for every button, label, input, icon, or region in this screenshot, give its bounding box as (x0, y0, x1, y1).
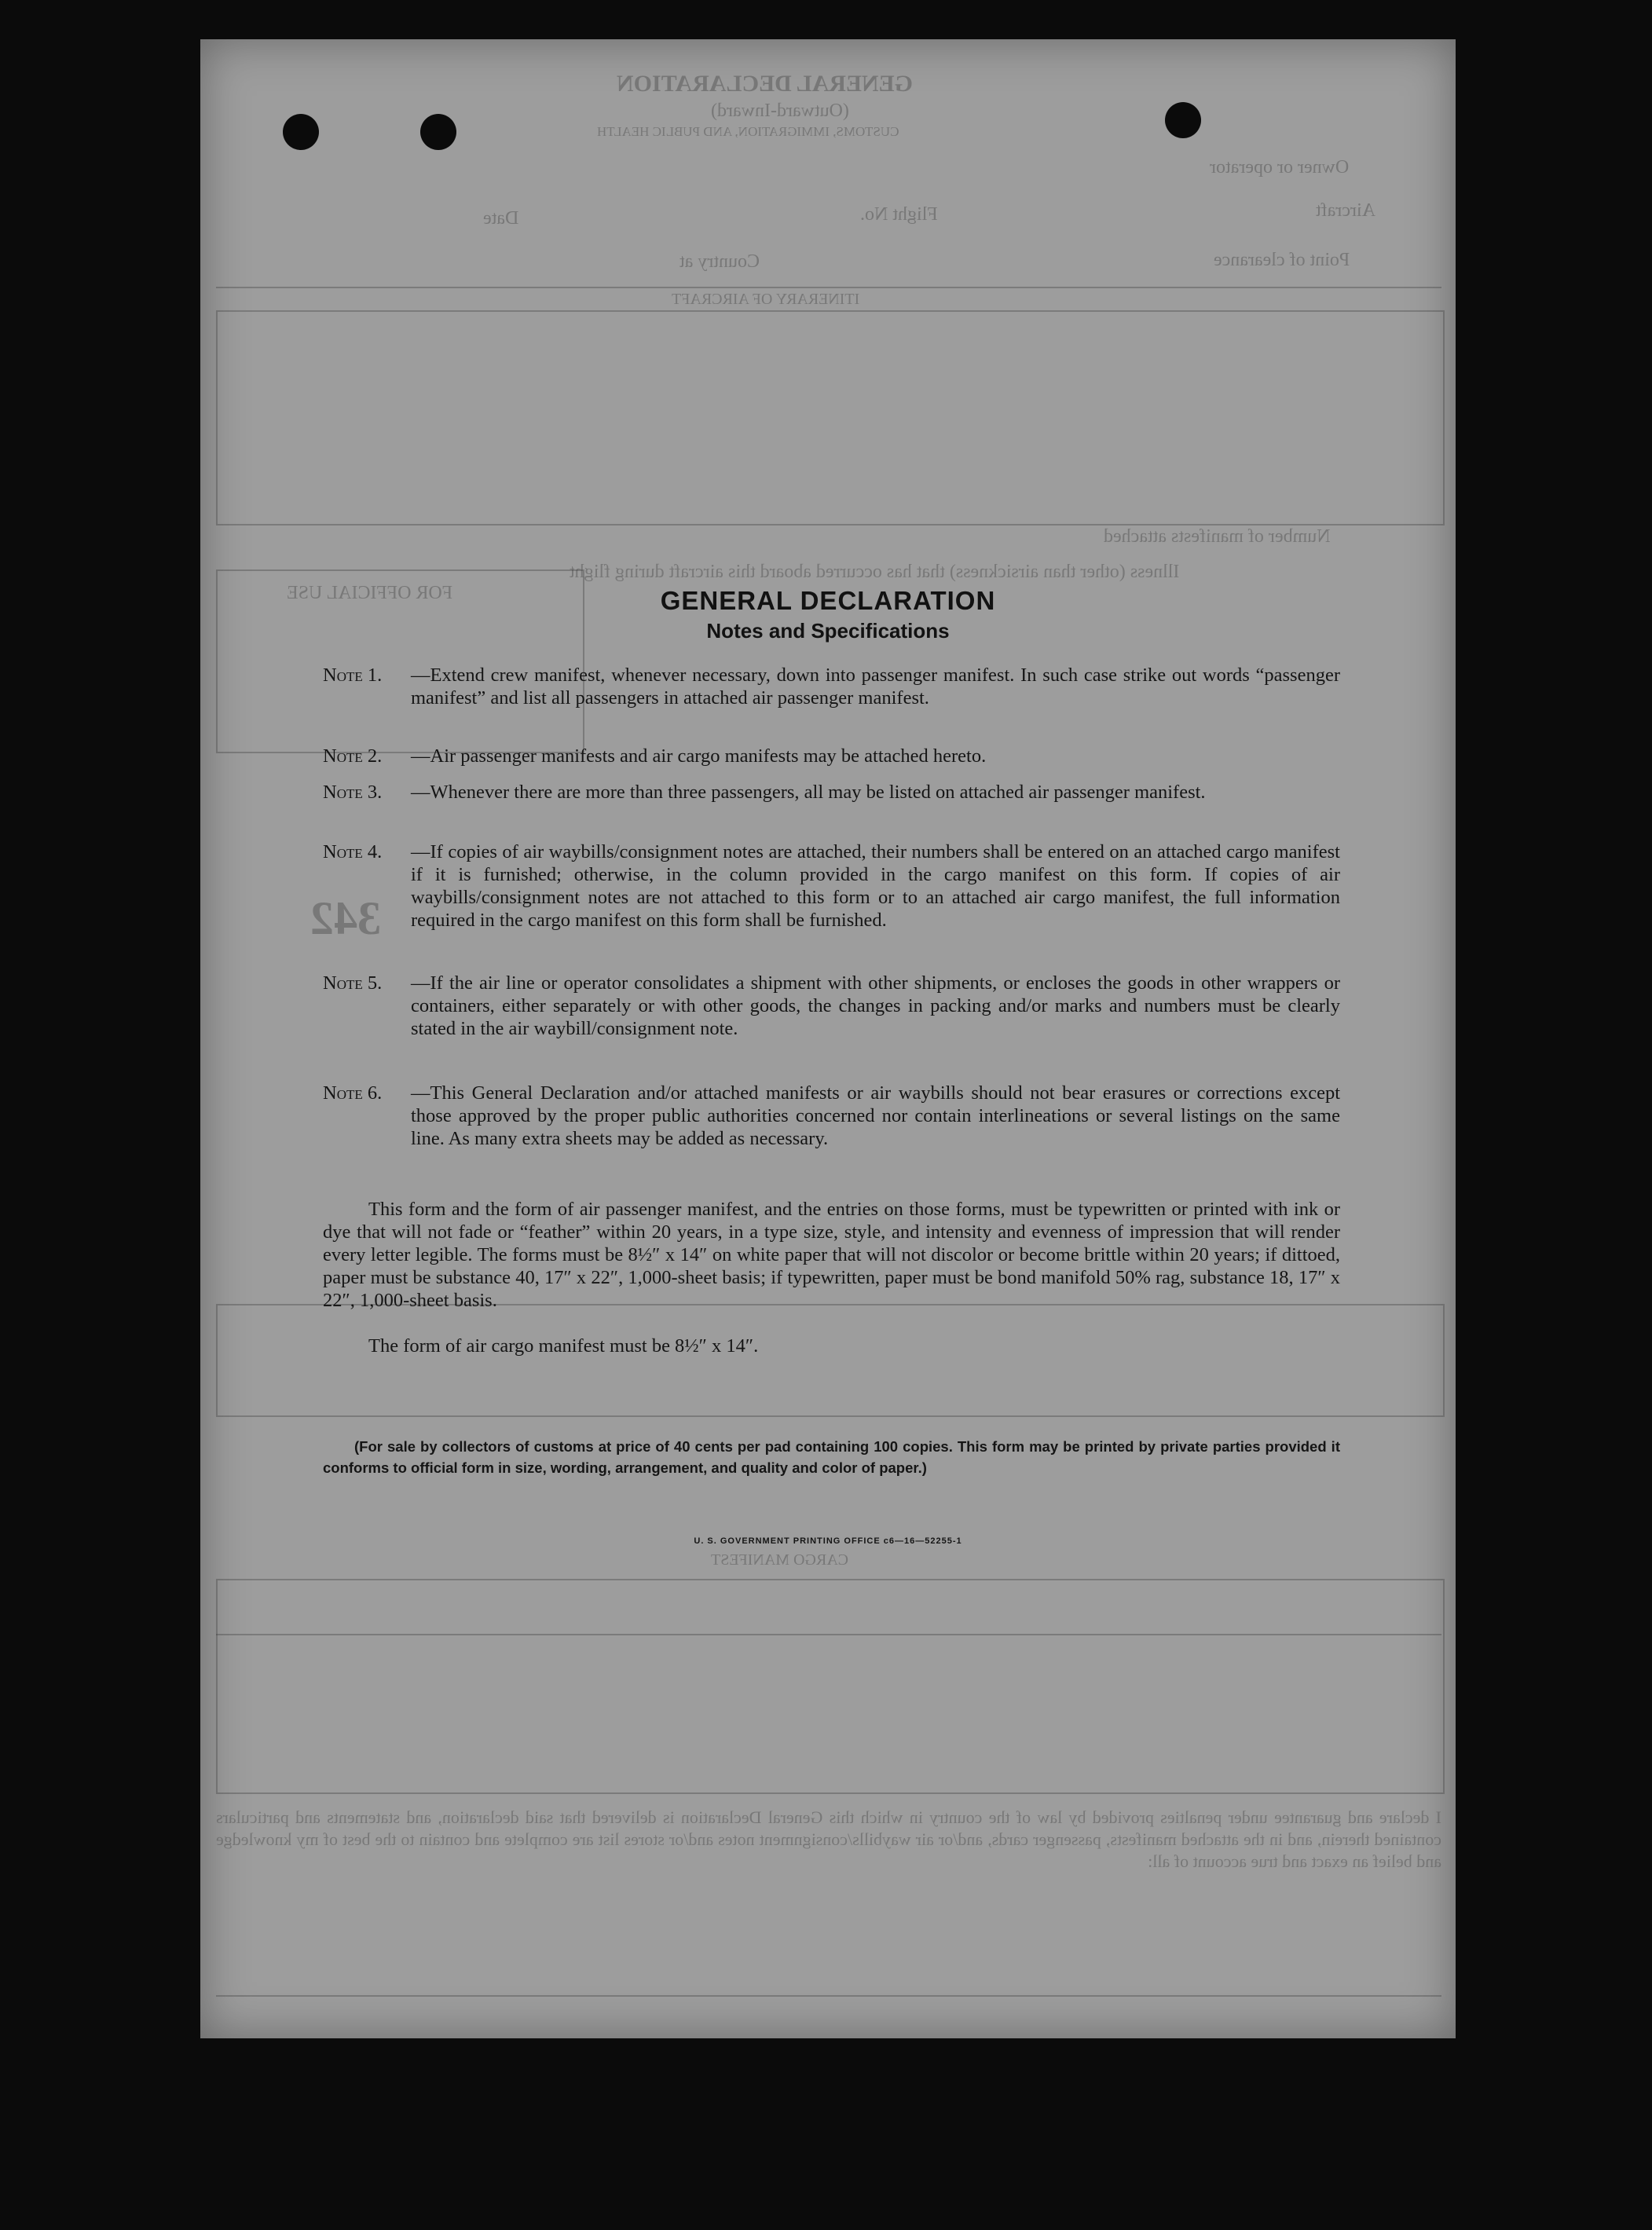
bleed-itinerary: ITINERARY OF AIRCRAFT (672, 291, 860, 308)
note-text: —This General Declaration and/or attached manifests or air waybills should not bear erasures or corrections except those approved by the proper public authorities concerned nor contain interlineations or several listings on the same line. As many extra sheets may be added as necessary. (411, 1082, 1340, 1149)
bleed-rule (216, 287, 1441, 288)
punch-hole-left (283, 114, 319, 150)
note-1 (323, 664, 1340, 709)
bleed-cargo-table (216, 1579, 1445, 1794)
bleed-clearance: Point of clearance (1214, 250, 1350, 270)
note-label: Note 2. (323, 745, 383, 767)
note-label: Note 5. (323, 972, 383, 994)
form-paragraph: This form and the form of air passenger manifest, and the entries on those forms, must be typewritten or printed with ink or dye that will not fade or “feather” within 20 years, in a type size, style, and intensity and evenness of impression that will render every letter legible. The forms must be 8½″ x 14″ on white paper that will not discolor or become brittle within 20 years; if dittoed, paper must be substance 40, 17″ x 22″, 1,000-sheet basis; if typewritten, paper must be bond manifold 50% rag, substance 18, 17″ x 22″, 1,000-sheet basis. (323, 1199, 1340, 1311)
punch-hole-center (420, 114, 456, 150)
bleed-bottom-rule (216, 1995, 1441, 1997)
note-5 (323, 972, 1340, 1040)
note-text: —Extend crew manifest, whenever necessary, down into passenger manifest. In such case strike out words “passenger manifest” and list all passengers in attached air passenger manifest. (411, 665, 1340, 709)
page-subtitle: Notes and Specifications (706, 619, 950, 643)
punch-hole-right (1165, 102, 1201, 138)
document-sheet (200, 39, 1456, 2038)
bleed-date: Date (483, 208, 519, 229)
bleed-header-agency: CUSTOMS, IMMIGRATION, AND PUBLIC HEALTH (597, 124, 899, 139)
note-6 (323, 1082, 1340, 1150)
bleed-flight: Flight No. (860, 204, 938, 225)
bleed-declare: I declare and guarantee under penalties provided by law of the country in which this General Declaration is delivered that said declaration, and statements and particulars contained therein, and in the attached manifests, passenger cards, and/or air waybills/consignment notes and/or stores list are complete and contain to the best of my knowledge and belief an exact and true account of all: (216, 1807, 1441, 1871)
note-text: —Air passenger manifests and air cargo manifests may be attached hereto. (411, 745, 987, 767)
bleed-manifests: Number of manifests attached (1104, 526, 1331, 547)
bleed-owner: Owner or operator (1210, 157, 1350, 178)
bleed-crew-table (216, 1304, 1445, 1417)
bleed-cargo-header-rule (216, 1634, 1441, 1635)
bleed-cargo-manifest: CARGO MANIFEST (711, 1551, 849, 1569)
note-text: —Whenever there are more than three passengers, all may be listed on attached air passenger manifest. (411, 782, 1206, 803)
note-label: Note 3. (323, 782, 383, 803)
note-3 (323, 781, 1340, 804)
bleed-official: FOR OFFICIAL USE (287, 583, 453, 603)
note-2 (323, 745, 1340, 767)
note-label: Note 1. (323, 665, 383, 686)
bleed-illness: Illness (other than airsickness) that has occurred aboard this aircraft during flight (570, 562, 1180, 582)
form-paragraph-last: The form of air cargo manifest must be 8½″ x 14″. (368, 1335, 759, 1357)
bleed-itinerary-table (216, 310, 1445, 525)
bleed-country: Country at (679, 251, 760, 272)
note-text: —If the air line or operator consolidates a shipment with other shipments, or encloses the goods in other wrappers or containers, either separately or with other goods, the changes in packing and/or marks and numbers must be clearly stated in the air waybill/consignment note. (411, 972, 1340, 1039)
note-label: Note 6. (323, 1082, 383, 1104)
note-4 (323, 840, 1340, 932)
bleed-stamp: 342 (310, 892, 381, 944)
bleed-header-sub: (Outward-Inward) (711, 101, 849, 121)
note-text: —If copies of air waybills/consignment notes are attached, their numbers shall be entered on an attached cargo manifest if it is furnished; otherwise, in the column provided in the cargo manifest on this form. If copies of air waybills/consignment notes are not attached to this form or to an attached air cargo manifest, the full information required in the cargo manifest on this form shall be furnished. (411, 841, 1340, 931)
bleed-header-title: GENERAL DECLARATION (617, 71, 914, 97)
page-title: GENERAL DECLARATION (660, 586, 996, 615)
printing-office-imprint: U. S. GOVERNMENT PRINTING OFFICE c6—16—52255-1 (694, 1536, 962, 1546)
bleed-aircraft: Aircraft (1316, 200, 1375, 221)
sale-notice: (For sale by collectors of customs at price of 40 cents per pad containing 100 copies. This form may be printed by private parties provided it conforms to official form in size, wording, arrangement, and quality and color of paper.) (323, 1438, 1340, 1476)
note-label: Note 4. (323, 841, 383, 862)
